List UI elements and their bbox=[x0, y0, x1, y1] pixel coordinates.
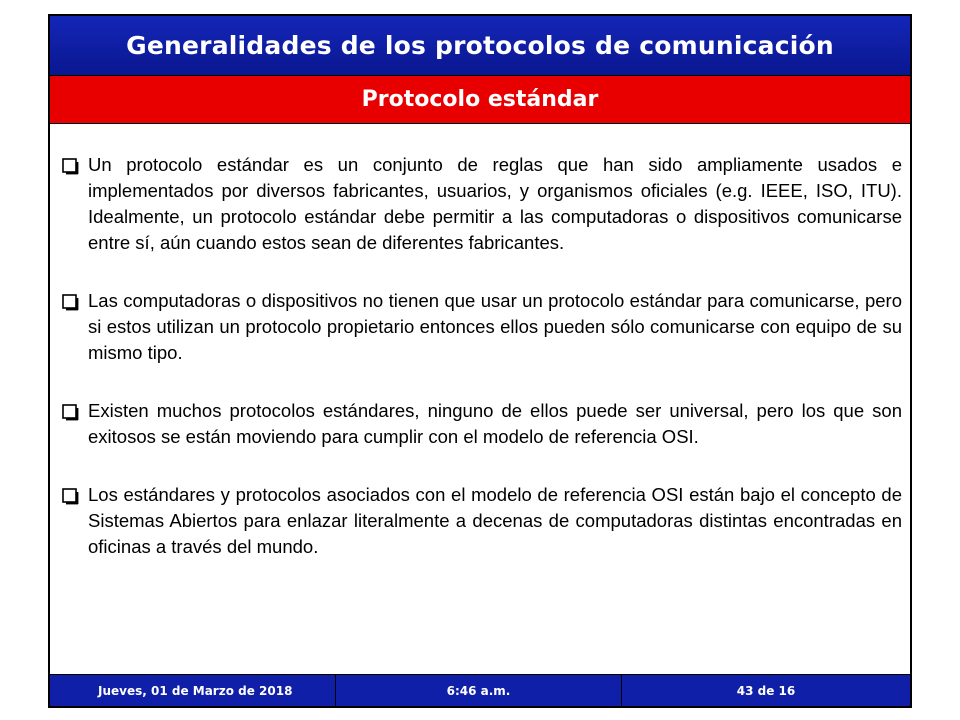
list-item bbox=[62, 398, 902, 450]
bullet-text: Existen muchos protocolos estándares, ninguno de ellos puede ser universal, pero los que son exitosos se están moviendo para cumplir con el modelo de referencia OSI. bbox=[88, 400, 902, 447]
slide-title: Generalidades de los protocolos de comunicación bbox=[50, 16, 910, 76]
bullet-text: Las computadoras o dispositivos no tienen que usar un protocolo estándar para comunicarse, pero si estos utilizan un protocolo propietario entonces ellos pueden sólo comunicarse con equipo de su mismo tipo. bbox=[88, 290, 902, 363]
footer-page-number: 43 de 16 bbox=[736, 683, 796, 698]
bullet-text: Un protocolo estándar es un conjunto de reglas que han sido ampliamente usados e implementados por diversos fabricantes, usuarios, y organismos oficiales (e.g. IEEE, ISO, ITU). Idealmente, un protocolo estándar debe permitir a las computadoras o dispositivos comunicarse entre sí, aún cuando estos sean de diferentes fabricantes. bbox=[88, 154, 902, 253]
list-item bbox=[62, 152, 902, 256]
checkbox-square-icon bbox=[62, 152, 88, 175]
checkbox-square-icon bbox=[62, 398, 88, 421]
footer-date: Jueves, 01 de Marzo de 2018 bbox=[50, 675, 336, 706]
slide-footer bbox=[50, 674, 910, 706]
checkbox-square-icon bbox=[62, 482, 88, 505]
list-item bbox=[62, 288, 902, 366]
slide-subtitle: Protocolo estándar bbox=[50, 76, 910, 124]
slide bbox=[48, 14, 912, 708]
footer-time: 6:46 a.m. bbox=[336, 675, 622, 706]
checkbox-square-icon bbox=[62, 288, 88, 311]
list-item bbox=[62, 482, 902, 560]
bullet-text: Los estándares y protocolos asociados con el modelo de referencia OSI están bajo el concepto de Sistemas Abiertos para enlazar literalmente a decenas de computadoras distintas encontradas en oficinas a través del mundo. bbox=[88, 484, 902, 557]
bullet-list bbox=[62, 152, 902, 592]
